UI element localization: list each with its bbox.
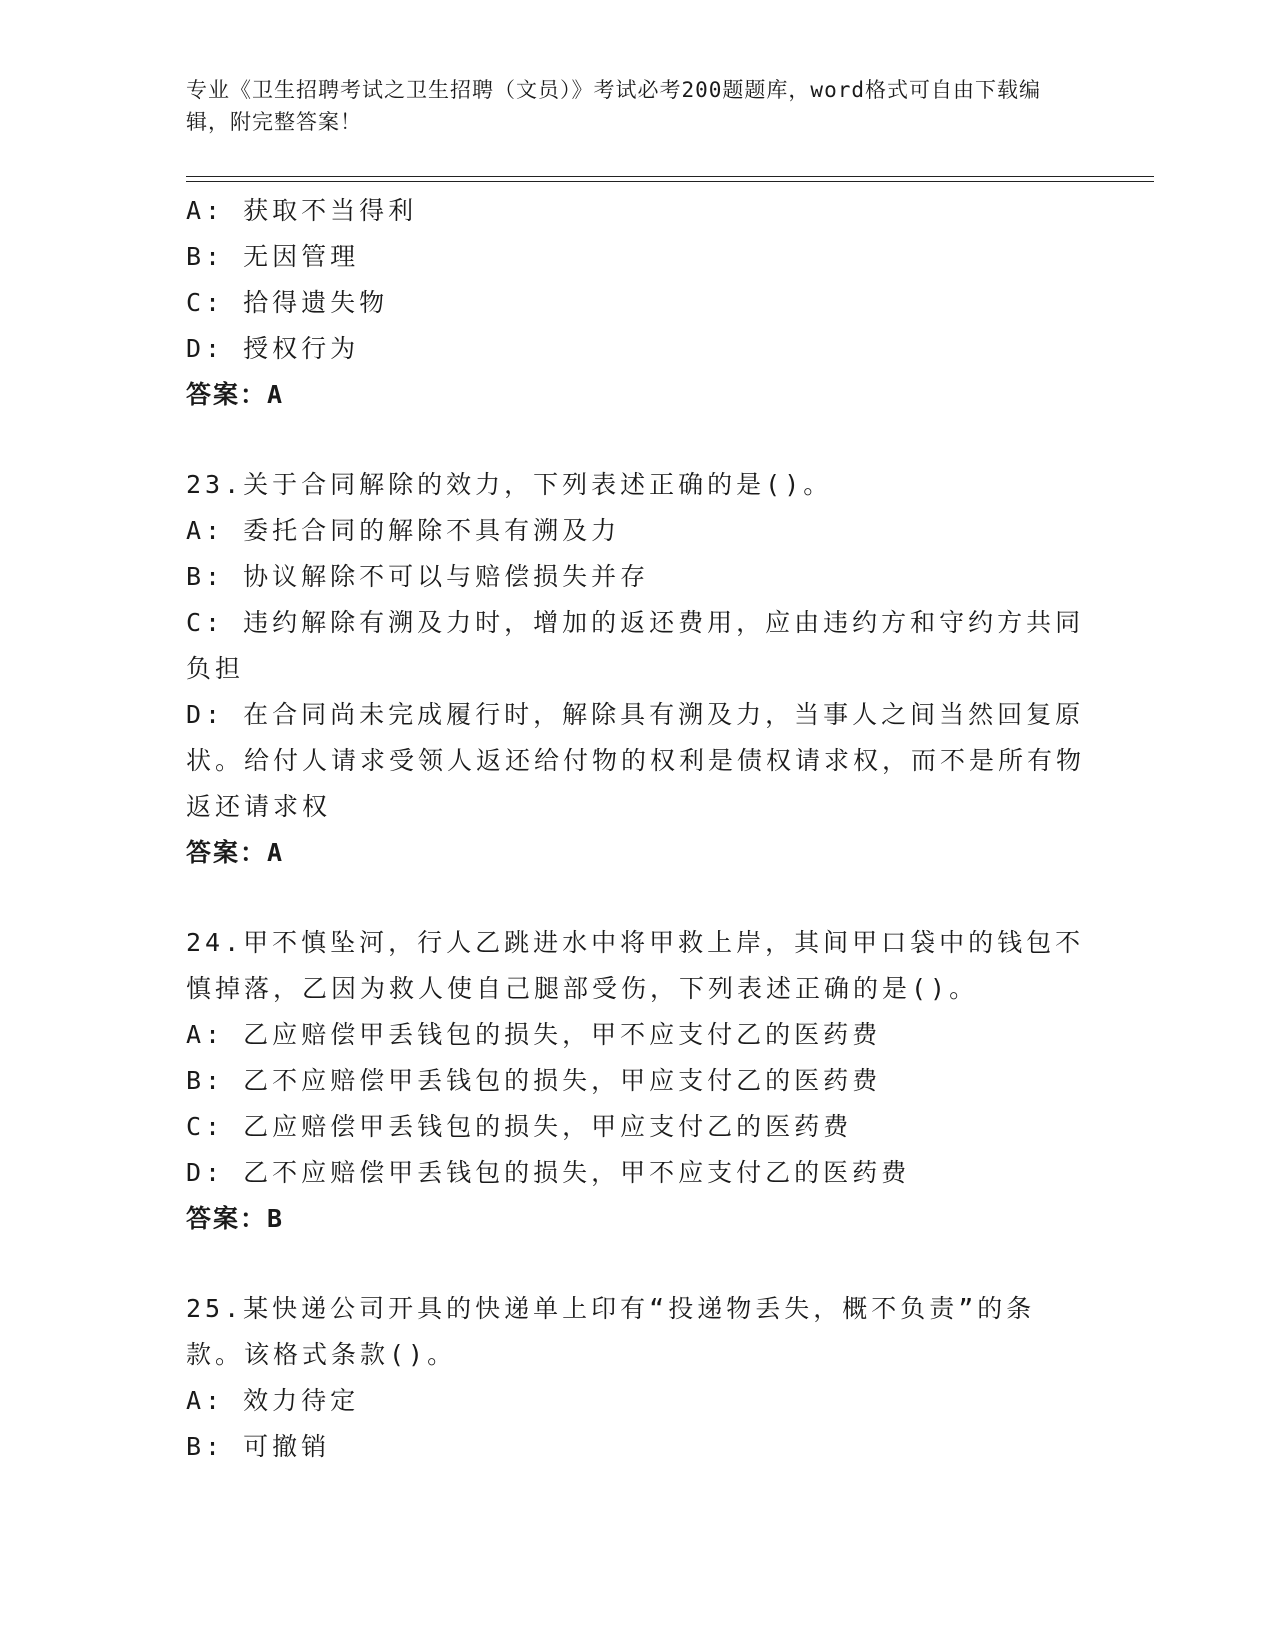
question-24 <box>186 920 1086 1242</box>
option-d: D: 在合同尚未完成履行时，解除具有溯及力，当事人之间当然回复原状。给付人请求受领人返还给付物的权利是债权请求权，而不是所有物返还请求权 <box>186 700 1086 821</box>
option-a: A: 委托合同的解除不具有溯及力 <box>186 516 621 545</box>
question-22-continued <box>186 188 1086 418</box>
option-c: C: 乙应赔偿甲丢钱包的损失，甲应支付乙的医药费 <box>186 1112 853 1141</box>
answer: 答案：A <box>186 838 285 867</box>
question-list <box>186 188 1086 1470</box>
question-text: 25.某快递公司开具的快递单上印有“投递物丢失，概不负责”的条款。该格式条款()。 <box>186 1294 1036 1369</box>
header-divider-top <box>186 176 1154 177</box>
question-text: 24.甲不慎坠河，行人乙跳进水中将甲救上岸，其间甲口袋中的钱包不慎掉落，乙因为救人使自己腿部受伤，下列表述正确的是()。 <box>186 928 1085 1003</box>
option-b: B: 协议解除不可以与赔偿损失并存 <box>186 562 650 591</box>
option-c: C: 拾得遗失物 <box>186 288 389 317</box>
option-d: D: 乙不应赔偿甲丢钱包的损失，甲不应支付乙的医药费 <box>186 1158 911 1187</box>
question-25 <box>186 1286 1086 1470</box>
option-b: B: 可撤销 <box>186 1432 331 1461</box>
option-b: B: 乙不应赔偿甲丢钱包的损失，甲应支付乙的医药费 <box>186 1066 882 1095</box>
option-c: C: 违约解除有溯及力时，增加的返还费用，应由违约方和守约方共同负担 <box>186 608 1085 683</box>
answer: 答案：A <box>186 380 285 409</box>
document-header: 专业《卫生招聘考试之卫生招聘（文员）》考试必考200题题库，word格式可自由下载编辑，附完整答案！ <box>186 78 1041 134</box>
option-a: A: 乙应赔偿甲丢钱包的损失，甲不应支付乙的医药费 <box>186 1020 882 1049</box>
header-divider-bottom <box>186 181 1154 182</box>
question-text: 23.关于合同解除的效力，下列表述正确的是()。 <box>186 470 833 499</box>
option-b: B: 无因管理 <box>186 242 360 271</box>
question-23 <box>186 462 1086 876</box>
option-a: A: 效力待定 <box>186 1386 360 1415</box>
option-d: D: 授权行为 <box>186 334 360 363</box>
option-a: A: 获取不当得利 <box>186 196 418 225</box>
answer: 答案：B <box>186 1204 285 1233</box>
